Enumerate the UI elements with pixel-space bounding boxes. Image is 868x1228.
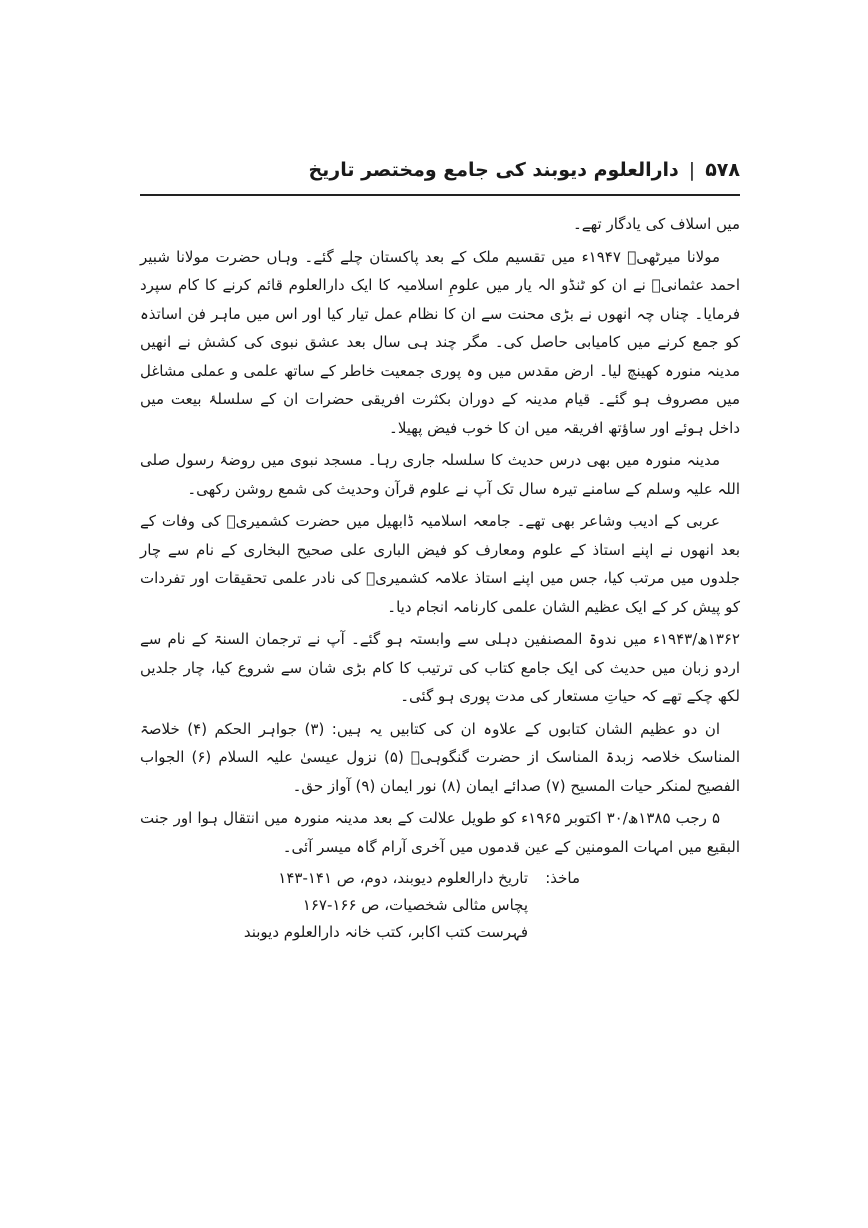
sources-block bbox=[140, 865, 740, 946]
source-item: پچاس مثالی شخصیات، ص ۱۶۶-۱۶۷ bbox=[302, 896, 528, 914]
paragraph-migration: مولانا میرٹھیؒ ۱۹۴۷ء میں تقسیم ملک کے بعد پاکستان چلے گئے۔ وہاں حضرت مولانا شبیر احمد عثمانیؒ نے ان کو ٹنڈو الہ یار میں علومِ اسلامیہ کا ایک دارالعلوم قائم کرنے کا کام سپرد فرمایا۔ چناں چہ انھوں نے بڑی محنت سے ان کا نظام عمل تیار کیا اور اس میں ماہر فن اساتذہ کو جمع کرنے میں کامیابی حاصل کی۔ مگر چند ہی سال بعد عشق نبوی کی کشش نے انھیں مدینہ منورہ کھینچ لیا۔ ارض مقدس میں وہ پوری جمعیت خاطر کے ساتھ علمی و عملی مشاغل میں مصروف ہو گئے۔ قیام مدینہ کے دوران بکثرت افریقی حضرات ان کے سلسلۂ بیعت میں داخل ہوئے اور ساؤتھ افریقہ میں ان کا خوب فیض پھیلا۔ bbox=[140, 247, 740, 437]
running-header bbox=[140, 150, 740, 190]
book-title: دارالعلوم دیوبند کی جامع ومختصر تاریخ bbox=[308, 159, 679, 181]
paragraph-continuation: میں اسلاف کی یادگار تھے۔ bbox=[573, 215, 740, 233]
source-row bbox=[140, 892, 740, 919]
header-rule bbox=[140, 194, 740, 196]
source-item: فہرست کتب اکابر، کتب خانہ دارالعلوم دیوبند bbox=[243, 923, 528, 941]
paragraph-literary-work: عربی کے ادیب وشاعر بھی تھے۔ جامعہ اسلامیہ ڈابھیل میں حضرت کشمیریؒ کی وفات کے بعد انھوں نے اپنے استاذ کے علوم ومعارف کو فیض الباری علی صحیح البخاری کے نام سے چار جلدوں میں مرتب کیا، جس میں اپنے استاذ علامہ کشمیریؒ کی نادر علمی تحقیقات اور تفردات کو پیش کر کے ایک عظیم الشان علمی کارنامہ انجام دیا۔ bbox=[140, 512, 740, 616]
paragraph-death: ۵ رجب ۱۳۸۵ھ/۳۰ اکتوبر ۱۹۶۵ء کو طویل علالت کے بعد مدینہ منورہ میں انتقال ہوا اور جنت البقیع میں امہات المومنین کے عین قدموں میں آخری آرام گاہ میسر آئی۔ bbox=[140, 809, 740, 856]
header-separator: | bbox=[688, 159, 696, 181]
paragraph-books-list: ان دو عظیم الشان کتابوں کے علاوہ ان کی کتابیں یہ ہیں: (۳) جواہر الحکم (۴) خلاصۃ المناسک خلاصہ زبدۃ المناسک از حضرت گنگوہیؒ (۵) نزول عیسیٰ علیہ السلام (۶) الجواب الفصیح لمنکر حیات المسیح (۷) صدائے ایمان (۸) نور ایمان (۹) آواز حق۔ bbox=[140, 719, 741, 795]
source-row bbox=[140, 865, 740, 892]
sources-label: ماخذ: bbox=[545, 869, 580, 887]
paragraph-nadwat-ul-musannifin: ۱۳۶۲ھ/۱۹۴۳ء میں ندوۃ المصنفین دہلی سے وابستہ ہو گئے۔ آپ نے ترجمان السنۃ کے نام سے اردو زبان میں حدیث کی ایک جامع کتاب کی ترتیب کا کام بڑی شان سے شروع کیا، چار جلدیں لکھ چکے تھے کہ حیاتِ مستعار کی مدت پوری ہو گئی۔ bbox=[140, 630, 740, 705]
page-number: ۵۷۸ bbox=[705, 159, 740, 181]
source-row bbox=[140, 919, 740, 946]
paragraph-hadith-teaching: مدینہ منورہ میں بھی درس حدیث کا سلسلہ جاری رہا۔ مسجد نبوی میں روضۂ رسول صلی اللہ علیہ وسلم کے سامنے تیرہ سال تک آپ نے علوم قرآن وحدیث کی شمع روشن رکھی۔ bbox=[140, 451, 740, 498]
body-text bbox=[140, 210, 740, 946]
source-item: تاریخ دارالعلوم دیوبند، دوم، ص ۱۴۱-۱۴۳ bbox=[278, 869, 528, 887]
